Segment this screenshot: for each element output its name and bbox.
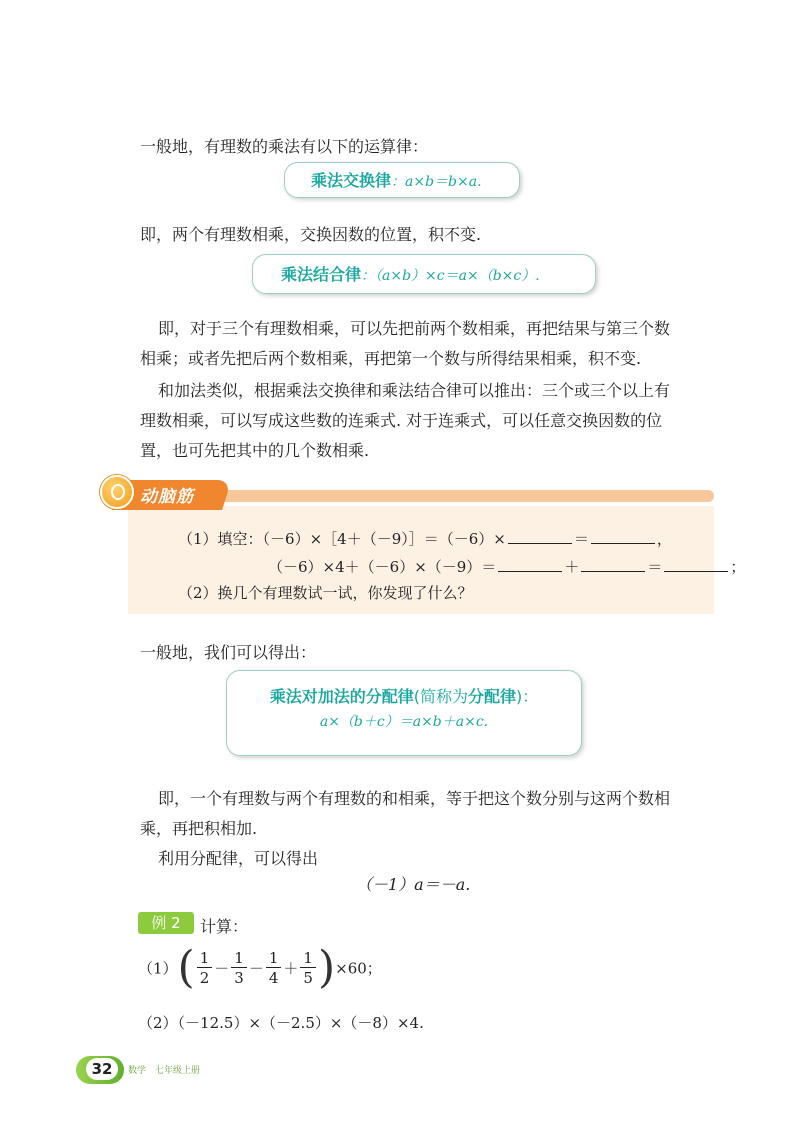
example-item-1	[138, 942, 382, 993]
fraction-numerator: 1	[197, 949, 213, 968]
associative-law-box	[252, 254, 596, 294]
commutative-law-box	[284, 162, 520, 198]
example-item-2: （2）（－12.5）×（－2.5）×（－8）×4.	[138, 1014, 424, 1032]
equals-sign: ＝	[647, 558, 663, 576]
fill-blank[interactable]	[581, 557, 645, 572]
distributive-note-line-2: 乘，再把积相加.	[140, 819, 258, 838]
fraction-denominator: 4	[268, 968, 279, 987]
fill-blank[interactable]	[664, 557, 728, 572]
fraction-denominator: 3	[234, 968, 244, 987]
distributive-note-line-1: 即，一个有理数与两个有理数的和相乘，等于把这个数分别与这两个数相	[158, 789, 671, 808]
fraction	[231, 949, 247, 988]
associative-note-line-1: 即，对于三个有理数相乘，可以先把前两个数相乘，再把结果与第三个数	[158, 319, 671, 338]
distributive-law-formula: a×（b＋c）＝a×b＋a×c.	[319, 714, 489, 730]
fraction	[197, 949, 213, 988]
paragraph-line-3: 置，也可先把其中的几个数相乘.	[140, 441, 370, 460]
fraction	[300, 949, 316, 988]
example-badge: 例 2	[138, 912, 194, 934]
distributive-law-box	[226, 670, 582, 756]
fraction-numerator: 1	[266, 949, 282, 968]
think-q1-line-2	[268, 556, 745, 577]
think-q1-prefix: （1）填空：	[178, 530, 263, 548]
fraction-denominator: 5	[303, 968, 313, 987]
associative-note-line-2: 相乘；或者先把后两个数相乘，再把第一个数与所得结果相乘，积不变.	[140, 349, 642, 368]
think-q1-line-1	[178, 528, 672, 549]
page-number: 32	[86, 1058, 118, 1080]
using-text: 利用分配律，可以得出	[158, 849, 319, 868]
example-item-1-tail: ×60；	[335, 959, 382, 978]
fraction-denominator: 2	[199, 968, 210, 987]
think-q2: （2）换几个有理数试一试，你发现了什么？	[178, 584, 473, 602]
commutative-law-formula: ：a×b＝b×a.	[391, 174, 482, 190]
negative-one-formula: （－1）a＝－a.	[356, 875, 471, 894]
distributive-paren-open: (简称为	[413, 687, 468, 706]
example-item-1-label: （1）	[138, 959, 178, 978]
think-q1-line2-end: ；	[730, 558, 746, 576]
distributive-law-title	[227, 685, 581, 709]
think-q1-expr-1: （－6）×［4＋（－9）］＝（－6）×	[262, 530, 506, 548]
fraction	[266, 949, 282, 988]
right-paren: )	[317, 942, 336, 993]
book-title: 数学 七年级上册	[128, 1066, 201, 1076]
example-label: 计算：	[200, 917, 249, 936]
think-q1-line1-end: ，	[656, 530, 672, 548]
intro-2-text: 一般地，我们可以得出：	[140, 643, 317, 662]
fill-blank[interactable]	[591, 529, 655, 544]
operator: ＋	[283, 959, 299, 978]
left-paren: (	[177, 942, 195, 993]
think-q1-expr-2: （－6）×4＋（－6）×（－9）＝	[268, 558, 497, 576]
paragraph-line-2: 理数相乘，可以写成这些数的连乘式. 对于连乘式，可以任意交换因数的位	[140, 411, 663, 430]
distributive-paren-close: )：	[516, 687, 539, 706]
fill-blank[interactable]	[508, 529, 572, 544]
distributive-law-name: 乘法对加法的分配律	[269, 687, 414, 706]
fraction-numerator: 1	[300, 949, 316, 968]
operator: －	[248, 959, 264, 978]
associative-law-formula: ：（a×b）×c＝a×（b×c）.	[361, 268, 540, 284]
intro-text: 一般地，有理数的乘法有以下的运算律：	[140, 137, 429, 156]
fraction-numerator: 1	[231, 949, 247, 968]
plus-sign: ＋	[564, 558, 580, 576]
paragraph-line-1: 和加法类似，根据乘法交换律和乘法结合律可以推出：三个或三个以上有	[158, 381, 671, 400]
commutative-note: 即，两个有理数相乘，交换因数的位置，积不变.	[140, 225, 482, 244]
fill-blank[interactable]	[498, 557, 562, 572]
think-bulb-icon	[100, 475, 134, 509]
distributive-short-name: 分配律	[468, 687, 517, 706]
operator: －	[214, 959, 230, 978]
think-title: 动脑筋	[140, 487, 194, 507]
commutative-law-name: 乘法交换律	[311, 171, 392, 190]
equals-sign: ＝	[573, 530, 589, 548]
associative-law-name: 乘法结合律	[281, 265, 362, 284]
